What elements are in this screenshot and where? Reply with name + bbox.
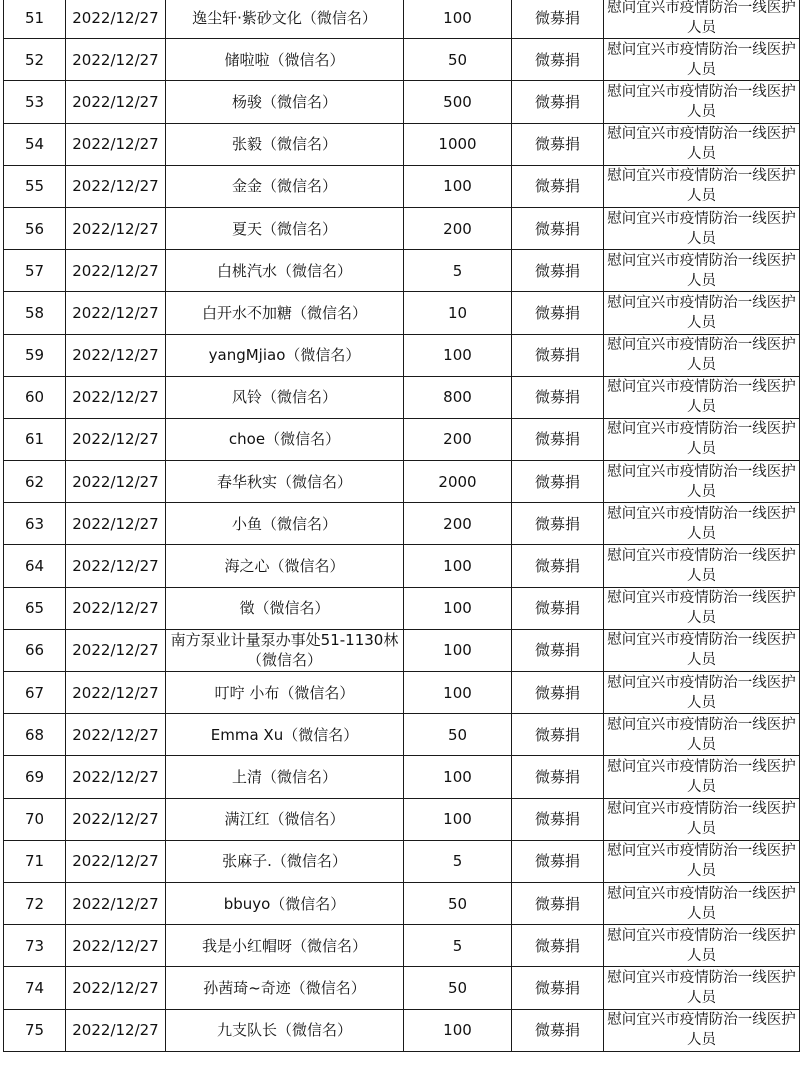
donation-type-cell: 微募捐	[512, 250, 604, 292]
donation-amount-cell: 200	[404, 503, 512, 545]
table-row	[4, 967, 800, 1009]
donation-amount-cell: 100	[404, 756, 512, 798]
donation-amount-cell: 100	[404, 1009, 512, 1051]
table-row	[4, 39, 800, 81]
donation-purpose-cell: 慰问宜兴市疫情防治一线医护人员	[604, 376, 800, 418]
donation-amount-cell: 1000	[404, 123, 512, 165]
donation-type-cell: 微募捐	[512, 334, 604, 376]
donation-type-cell: 微募捐	[512, 629, 604, 671]
donation-purpose-cell: 慰问宜兴市疫情防治一线医护人员	[604, 840, 800, 882]
donation-date-cell: 2022/12/27	[66, 925, 166, 967]
table-row	[4, 418, 800, 460]
donation-type-cell: 微募捐	[512, 967, 604, 1009]
donor-name-cell: 九支队长（微信名）	[166, 1009, 404, 1051]
donation-purpose-cell: 慰问宜兴市疫情防治一线医护人员	[604, 0, 800, 39]
donor-name-cell: 张毅（微信名）	[166, 123, 404, 165]
donation-date-cell: 2022/12/27	[66, 334, 166, 376]
donation-purpose-cell: 慰问宜兴市疫情防治一线医护人员	[604, 882, 800, 924]
donation-date-cell: 2022/12/27	[66, 292, 166, 334]
donation-type-cell: 微募捐	[512, 882, 604, 924]
donation-type-cell: 微募捐	[512, 587, 604, 629]
donation-amount-cell: 200	[404, 207, 512, 249]
row-number-cell: 58	[4, 292, 66, 334]
donation-amount-cell: 100	[404, 0, 512, 39]
row-number-cell: 62	[4, 461, 66, 503]
donation-type-cell: 微募捐	[512, 672, 604, 714]
donor-name-cell: 储啦啦（微信名）	[166, 39, 404, 81]
donation-amount-cell: 100	[404, 545, 512, 587]
donation-purpose-cell: 慰问宜兴市疫情防治一线医护人员	[604, 967, 800, 1009]
donor-name-cell: 白桃汽水（微信名）	[166, 250, 404, 292]
donor-name-cell: choe（微信名）	[166, 418, 404, 460]
donation-purpose-cell: 慰问宜兴市疫情防治一线医护人员	[604, 250, 800, 292]
donation-amount-cell: 100	[404, 672, 512, 714]
donation-purpose-cell: 慰问宜兴市疫情防治一线医护人员	[604, 629, 800, 671]
table-row	[4, 798, 800, 840]
donor-name-cell: 春华秋实（微信名）	[166, 461, 404, 503]
donation-purpose-cell: 慰问宜兴市疫情防治一线医护人员	[604, 39, 800, 81]
row-number-cell: 65	[4, 587, 66, 629]
donation-amount-cell: 100	[404, 798, 512, 840]
donation-amount-cell: 100	[404, 334, 512, 376]
donor-name-cell: 白开水不加糖（微信名）	[166, 292, 404, 334]
donation-type-cell: 微募捐	[512, 123, 604, 165]
donor-name-cell: 张麻子.（微信名）	[166, 840, 404, 882]
donation-purpose-cell: 慰问宜兴市疫情防治一线医护人员	[604, 714, 800, 756]
donation-date-cell: 2022/12/27	[66, 840, 166, 882]
donation-date-cell: 2022/12/27	[66, 418, 166, 460]
donor-name-cell: bbuyo（微信名）	[166, 882, 404, 924]
row-number-cell: 68	[4, 714, 66, 756]
donation-type-cell: 微募捐	[512, 925, 604, 967]
donation-amount-cell: 50	[404, 39, 512, 81]
table-row	[4, 81, 800, 123]
donor-name-cell: 叮咛 小布（微信名）	[166, 672, 404, 714]
donation-date-cell: 2022/12/27	[66, 39, 166, 81]
donation-type-cell: 微募捐	[512, 840, 604, 882]
row-number-cell: 52	[4, 39, 66, 81]
donation-date-cell: 2022/12/27	[66, 672, 166, 714]
donor-name-cell: 小鱼（微信名）	[166, 503, 404, 545]
donor-name-cell: 金金（微信名）	[166, 165, 404, 207]
donation-type-cell: 微募捐	[512, 503, 604, 545]
row-number-cell: 71	[4, 840, 66, 882]
donation-type-cell: 微募捐	[512, 165, 604, 207]
table-row	[4, 629, 800, 671]
table-row	[4, 756, 800, 798]
table-row	[4, 587, 800, 629]
donation-type-cell: 微募捐	[512, 798, 604, 840]
donation-type-cell: 微募捐	[512, 39, 604, 81]
donation-table-body	[4, 0, 800, 1051]
donation-date-cell: 2022/12/27	[66, 798, 166, 840]
donation-amount-cell: 100	[404, 587, 512, 629]
donor-name-cell: 满江红（微信名）	[166, 798, 404, 840]
donor-name-cell: 海之心（微信名）	[166, 545, 404, 587]
donor-name-cell: 南方泵业计量泵办事处51-1130林（微信名）	[166, 629, 404, 671]
row-number-cell: 70	[4, 798, 66, 840]
donation-amount-cell: 100	[404, 629, 512, 671]
donation-purpose-cell: 慰问宜兴市疫情防治一线医护人员	[604, 587, 800, 629]
row-number-cell: 63	[4, 503, 66, 545]
donation-date-cell: 2022/12/27	[66, 207, 166, 249]
donation-purpose-cell: 慰问宜兴市疫情防治一线医护人员	[604, 461, 800, 503]
table-row	[4, 292, 800, 334]
donation-date-cell: 2022/12/27	[66, 123, 166, 165]
donation-date-cell: 2022/12/27	[66, 1009, 166, 1051]
donation-amount-cell: 200	[404, 418, 512, 460]
donation-amount-cell: 500	[404, 81, 512, 123]
donor-name-cell: 徵（微信名）	[166, 587, 404, 629]
donation-amount-cell: 100	[404, 165, 512, 207]
donation-type-cell: 微募捐	[512, 376, 604, 418]
donor-name-cell: 杨骏（微信名）	[166, 81, 404, 123]
donor-name-cell: 风铃（微信名）	[166, 376, 404, 418]
donor-name-cell: 夏天（微信名）	[166, 207, 404, 249]
donation-purpose-cell: 慰问宜兴市疫情防治一线医护人员	[604, 756, 800, 798]
donation-date-cell: 2022/12/27	[66, 376, 166, 418]
table-row	[4, 882, 800, 924]
row-number-cell: 67	[4, 672, 66, 714]
donation-purpose-cell: 慰问宜兴市疫情防治一线医护人员	[604, 925, 800, 967]
donation-purpose-cell: 慰问宜兴市疫情防治一线医护人员	[604, 418, 800, 460]
table-row	[4, 376, 800, 418]
donation-amount-cell: 2000	[404, 461, 512, 503]
donation-purpose-cell: 慰问宜兴市疫情防治一线医护人员	[604, 545, 800, 587]
table-row	[4, 0, 800, 39]
donation-type-cell: 微募捐	[512, 418, 604, 460]
donation-type-cell: 微募捐	[512, 207, 604, 249]
donation-type-cell: 微募捐	[512, 545, 604, 587]
donation-purpose-cell: 慰问宜兴市疫情防治一线医护人员	[604, 207, 800, 249]
donation-date-cell: 2022/12/27	[66, 81, 166, 123]
donation-type-cell: 微募捐	[512, 81, 604, 123]
table-row	[4, 714, 800, 756]
donation-date-cell: 2022/12/27	[66, 0, 166, 39]
donation-type-cell: 微募捐	[512, 1009, 604, 1051]
table-row	[4, 165, 800, 207]
donation-date-cell: 2022/12/27	[66, 545, 166, 587]
table-row	[4, 503, 800, 545]
donation-date-cell: 2022/12/27	[66, 503, 166, 545]
donation-purpose-cell: 慰问宜兴市疫情防治一线医护人员	[604, 672, 800, 714]
donation-amount-cell: 800	[404, 376, 512, 418]
row-number-cell: 59	[4, 334, 66, 376]
table-row	[4, 925, 800, 967]
row-number-cell: 73	[4, 925, 66, 967]
donation-purpose-cell: 慰问宜兴市疫情防治一线医护人员	[604, 503, 800, 545]
row-number-cell: 75	[4, 1009, 66, 1051]
row-number-cell: 54	[4, 123, 66, 165]
donation-date-cell: 2022/12/27	[66, 461, 166, 503]
donation-amount-cell: 5	[404, 250, 512, 292]
row-number-cell: 55	[4, 165, 66, 207]
row-number-cell: 60	[4, 376, 66, 418]
donation-purpose-cell: 慰问宜兴市疫情防治一线医护人员	[604, 334, 800, 376]
donor-name-cell: Emma Xu（微信名）	[166, 714, 404, 756]
table-row	[4, 1009, 800, 1051]
donation-purpose-cell: 慰问宜兴市疫情防治一线医护人员	[604, 798, 800, 840]
row-number-cell: 61	[4, 418, 66, 460]
donation-purpose-cell: 慰问宜兴市疫情防治一线医护人员	[604, 123, 800, 165]
table-row	[4, 840, 800, 882]
table-row	[4, 123, 800, 165]
table-row	[4, 545, 800, 587]
table-row	[4, 672, 800, 714]
donation-date-cell: 2022/12/27	[66, 250, 166, 292]
donation-date-cell: 2022/12/27	[66, 882, 166, 924]
donor-name-cell: 孙茜琦~奇迹（微信名）	[166, 967, 404, 1009]
donation-purpose-cell: 慰问宜兴市疫情防治一线医护人员	[604, 165, 800, 207]
row-number-cell: 51	[4, 0, 66, 39]
donation-amount-cell: 50	[404, 967, 512, 1009]
donor-name-cell: 上清（微信名）	[166, 756, 404, 798]
row-number-cell: 56	[4, 207, 66, 249]
donation-date-cell: 2022/12/27	[66, 165, 166, 207]
row-number-cell: 69	[4, 756, 66, 798]
row-number-cell: 64	[4, 545, 66, 587]
row-number-cell: 72	[4, 882, 66, 924]
donation-amount-cell: 5	[404, 925, 512, 967]
donation-amount-cell: 5	[404, 840, 512, 882]
donor-name-cell: 逸尘轩·紫砂文化（微信名）	[166, 0, 404, 39]
donor-name-cell: yangMjiao（微信名）	[166, 334, 404, 376]
donation-date-cell: 2022/12/27	[66, 756, 166, 798]
row-number-cell: 66	[4, 629, 66, 671]
donation-date-cell: 2022/12/27	[66, 629, 166, 671]
row-number-cell: 53	[4, 81, 66, 123]
donation-date-cell: 2022/12/27	[66, 967, 166, 1009]
donation-purpose-cell: 慰问宜兴市疫情防治一线医护人员	[604, 292, 800, 334]
donation-type-cell: 微募捐	[512, 0, 604, 39]
donation-date-cell: 2022/12/27	[66, 714, 166, 756]
donation-date-cell: 2022/12/27	[66, 587, 166, 629]
donation-amount-cell: 10	[404, 292, 512, 334]
table-row	[4, 461, 800, 503]
donation-type-cell: 微募捐	[512, 756, 604, 798]
row-number-cell: 57	[4, 250, 66, 292]
donation-purpose-cell: 慰问宜兴市疫情防治一线医护人员	[604, 81, 800, 123]
row-number-cell: 74	[4, 967, 66, 1009]
table-row	[4, 334, 800, 376]
donation-type-cell: 微募捐	[512, 714, 604, 756]
donation-amount-cell: 50	[404, 714, 512, 756]
donation-amount-cell: 50	[404, 882, 512, 924]
donation-purpose-cell: 慰问宜兴市疫情防治一线医护人员	[604, 1009, 800, 1051]
donation-table	[3, 0, 800, 1052]
table-row	[4, 250, 800, 292]
donation-type-cell: 微募捐	[512, 461, 604, 503]
donation-type-cell: 微募捐	[512, 292, 604, 334]
donor-name-cell: 我是小红帽呀（微信名）	[166, 925, 404, 967]
table-row	[4, 207, 800, 249]
